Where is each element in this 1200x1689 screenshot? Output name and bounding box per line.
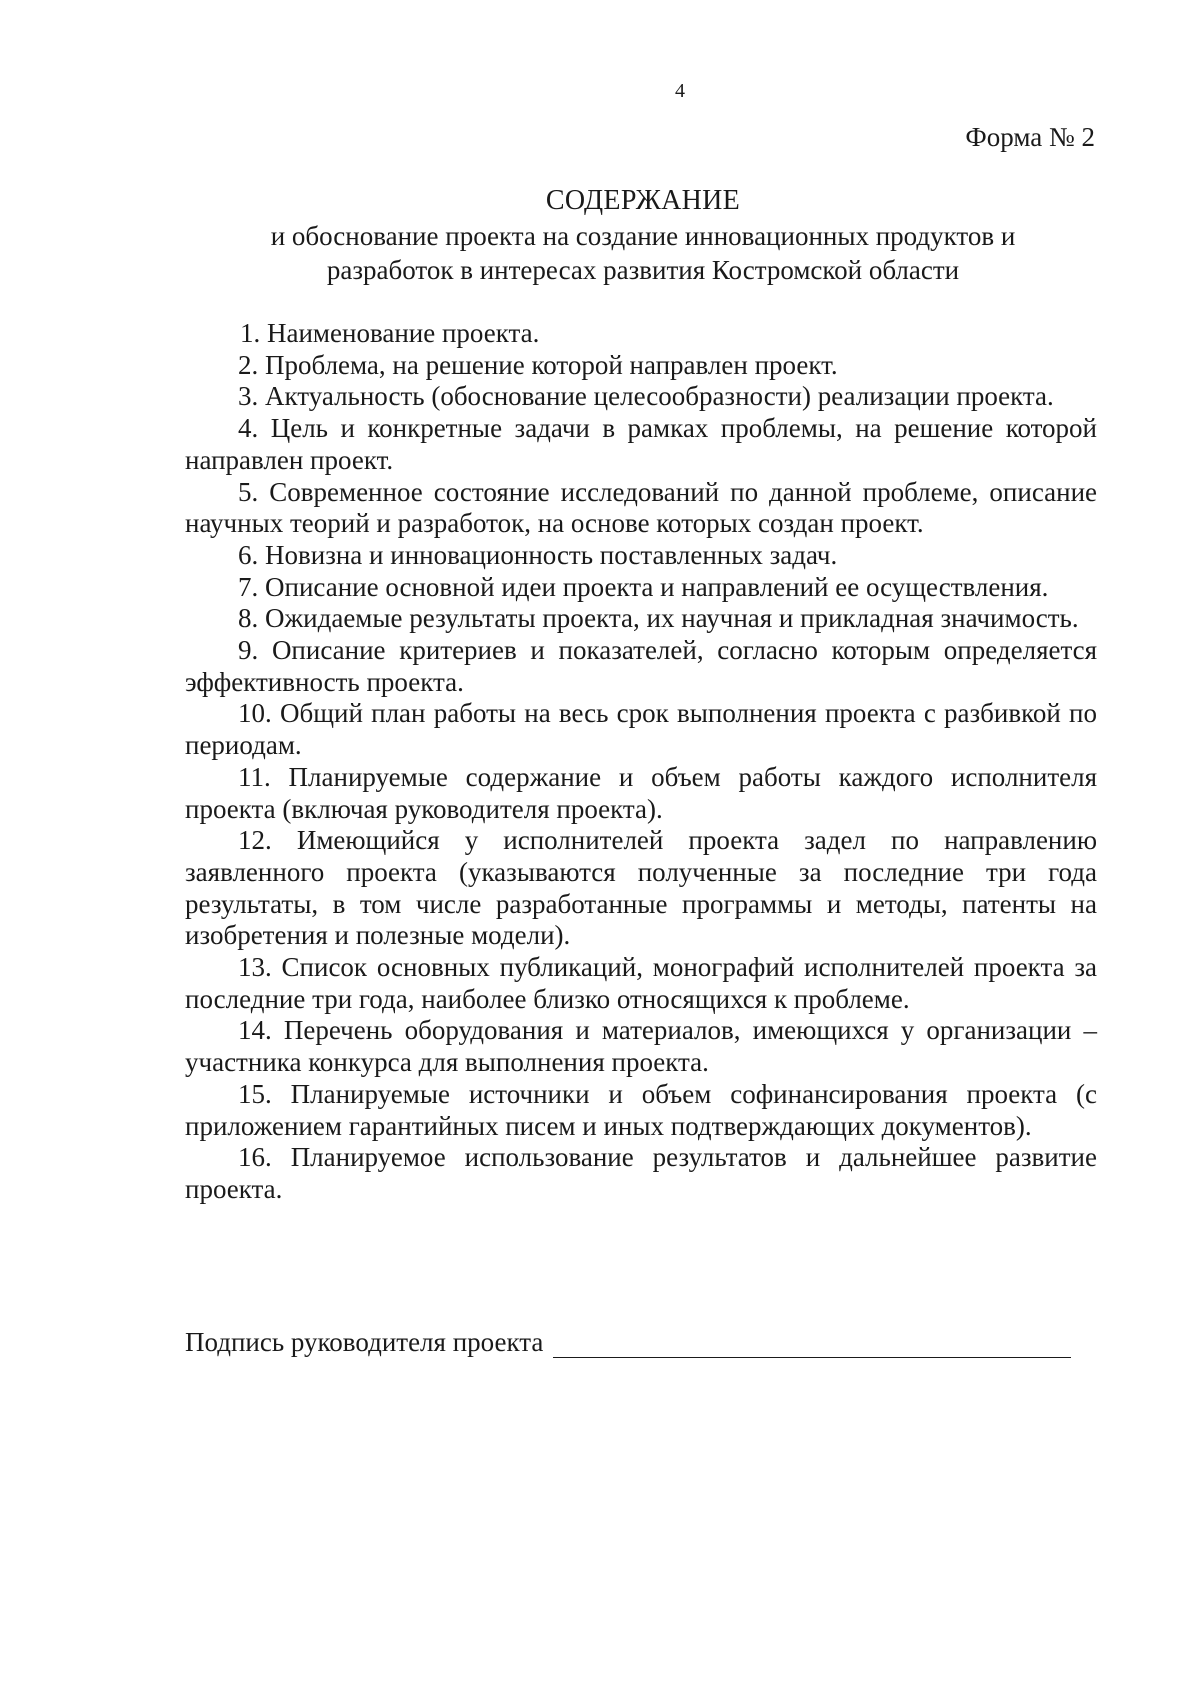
list-item: 11. Планируемые содержание и объем работы каждого исполнителя проекта (включая руководителя проекта). [185, 761, 1097, 824]
signature-line [553, 1331, 1071, 1358]
list-item: 6. Новизна и инновационность поставленных задач. [238, 539, 838, 570]
list-item: 8. Ожидаемые результаты проекта, их научная и прикладная значимость. [238, 603, 1079, 634]
list-item: 4. Цель и конкретные задачи в рамках проблемы, на решение которой направлен проект. [185, 413, 1097, 475]
list-item: 3. Актуальность (обоснование целесообразности) реализации проекта. [238, 381, 1054, 412]
list-item: 13. Список основных публикаций, монографий исполнителей проекта за последние три года, наиболее близко относящихся к проблеме. [185, 952, 1097, 1014]
list-item: 1. Наименование проекта. [240, 318, 540, 348]
list-item: 15. Планируемые источники и объем софинансирования проекта (с приложением гарантийных писем и иных подтверждающих документов). [185, 1078, 1097, 1141]
content-items-list [185, 318, 1097, 1206]
page-number: 4 [675, 80, 685, 102]
document-title: СОДЕРЖАНИЕ [545, 185, 741, 216]
list-item: 12. Имеющийся у исполнителей проекта задел по направлению заявленного проекта (указываются полученные за последние три года результаты, в том числе разработанные программы и методы, патенты на изобретения и полезные модели). [185, 825, 1097, 951]
list-item: 16. Планируемое использование результатов и дальнейшее развитие проекта. [185, 1142, 1097, 1204]
list-item: 7. Описание основной идеи проекта и направлений ее осуществления. [238, 571, 1049, 602]
list-item: 10. Общий план работы на весь срок выполнения проекта с разбивкой по периодам. [185, 698, 1097, 761]
title-block [188, 183, 1098, 287]
list-item: 5. Современное состояние исследований по данной проблеме, описание научных теорий и разработок, на основе которых создан проект. [185, 476, 1097, 539]
document-subtitle-line-2: разработок в интересах развития Костромской области [326, 255, 960, 285]
signature-label: Подпись руководителя проекта [185, 1327, 544, 1357]
document-subtitle-line-1: и обоснование проекта на создание инновационных продуктов и [270, 221, 1016, 251]
list-item: 2. Проблема, на решение которой направлен проект. [238, 349, 838, 380]
signature-row [185, 1327, 1097, 1358]
list-item: 14. Перечень оборудования и материалов, имеющихся у организации – участника конкурса для выполнения проекта. [185, 1015, 1097, 1078]
list-item: 9. Описание критериев и показателей, согласно которым определяется эффективность проекта. [185, 635, 1097, 697]
form-label: Форма № 2 [965, 122, 1095, 152]
